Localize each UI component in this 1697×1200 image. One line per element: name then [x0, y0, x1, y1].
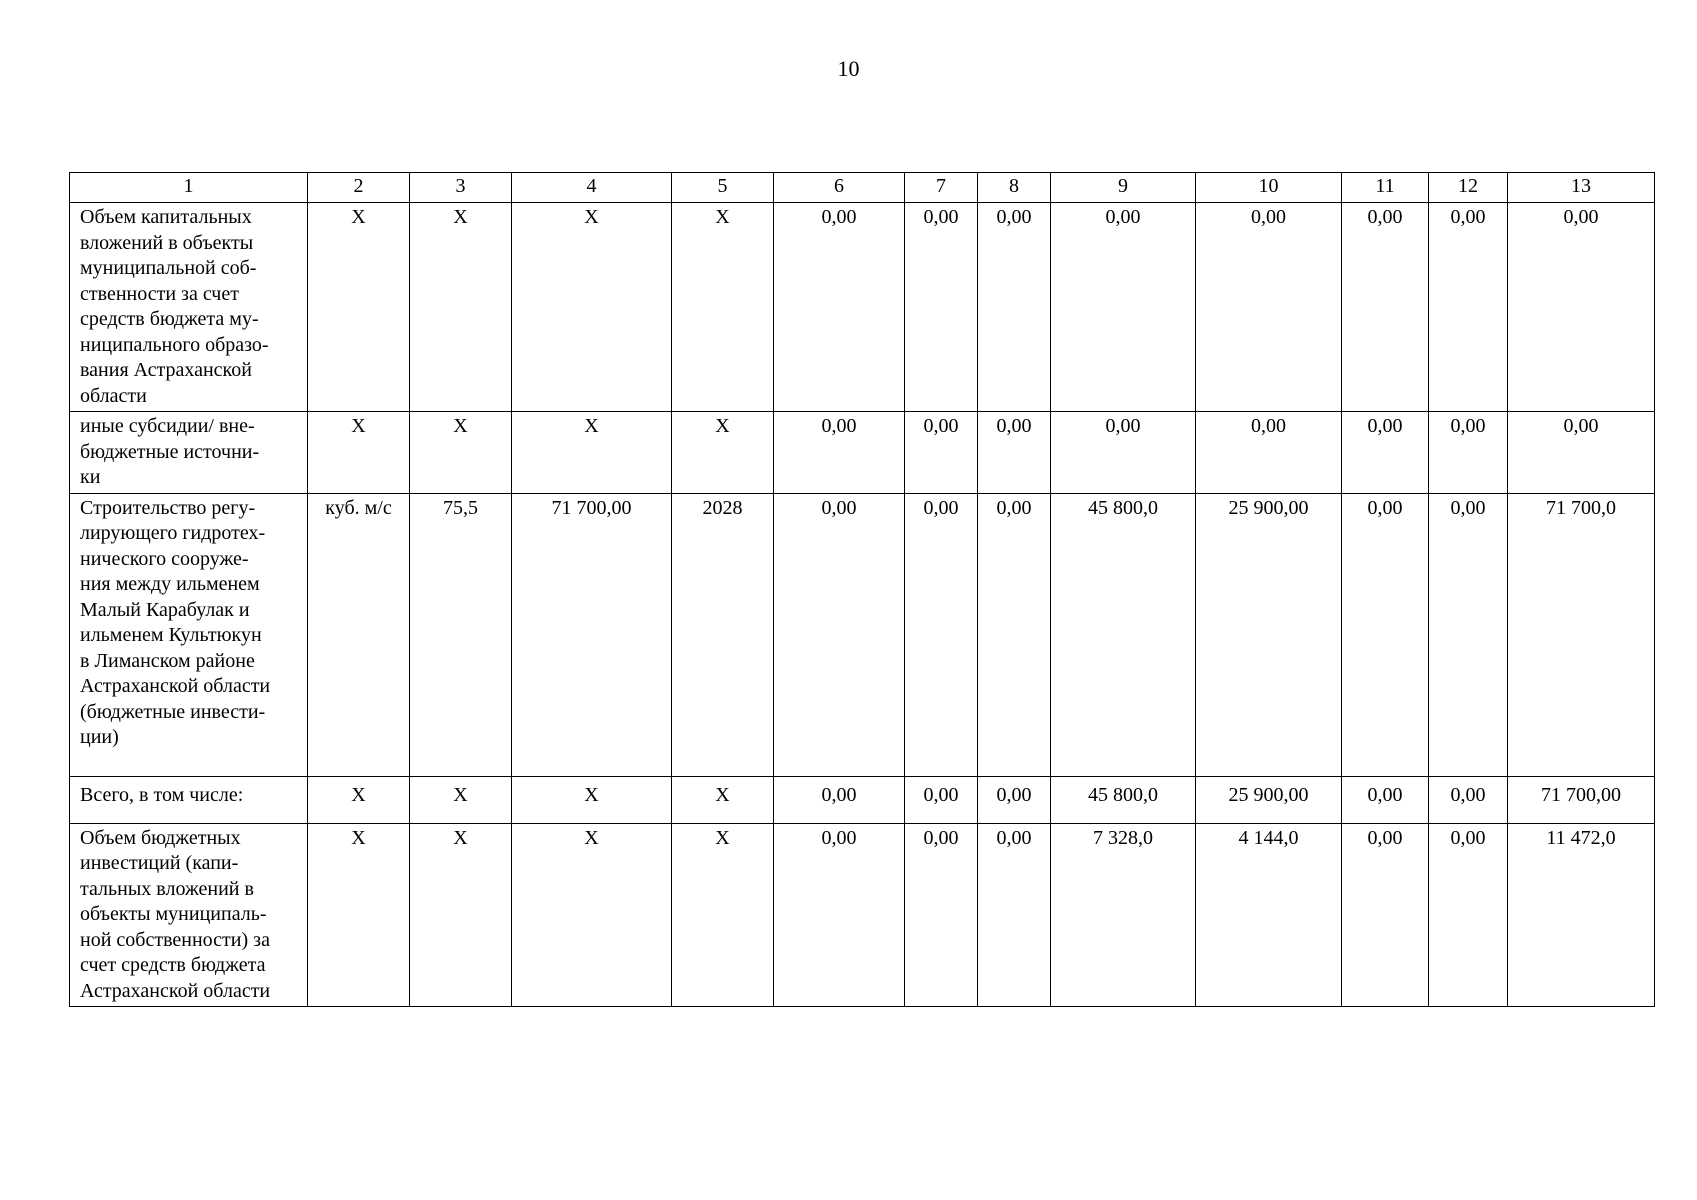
table-cell: Х	[410, 203, 512, 412]
table-cell: 4 144,0	[1196, 823, 1342, 1007]
column-number: 12	[1429, 173, 1508, 203]
table-cell: Х	[672, 203, 774, 412]
table-cell: 0,00	[1342, 412, 1429, 494]
table-cell: 0,00	[1051, 203, 1196, 412]
table-cell: Х	[410, 823, 512, 1007]
row-label: Объем капитальных вложений в объекты муниципальной соб- ственности за счет средств бюджета му- ниципального образо- вания Астраханской области	[70, 203, 308, 412]
table-cell: 45 800,0	[1051, 776, 1196, 823]
table-cell: Х	[512, 203, 672, 412]
table-cell: 0,00	[1429, 203, 1508, 412]
table-cell: 0,00	[978, 493, 1051, 776]
table-cell: 0,00	[1429, 823, 1508, 1007]
row-label: Строительство регу- лирующего гидротех- нического сооруже- ния между ильменем Малый Карабулак и ильменем Культюкун в Лиманском районе Астраханской области (бюджетные инвести- ции)	[70, 493, 308, 776]
table-cell: 0,00	[1342, 776, 1429, 823]
table-cell: 0,00	[978, 823, 1051, 1007]
table-cell: 25 900,00	[1196, 776, 1342, 823]
column-number: 7	[905, 173, 978, 203]
column-number: 9	[1051, 173, 1196, 203]
column-number: 8	[978, 173, 1051, 203]
table-cell: Х	[308, 776, 410, 823]
table-cell: 0,00	[1196, 203, 1342, 412]
column-number: 3	[410, 173, 512, 203]
table-row	[70, 203, 1655, 412]
row-label: иные субсидии/ вне- бюджетные источни- ки	[70, 412, 308, 494]
table-cell: Х	[308, 203, 410, 412]
row-label: Всего, в том числе:	[70, 776, 308, 823]
table-cell: 0,00	[905, 823, 978, 1007]
table-row	[70, 823, 1655, 1007]
table-cell: 71 700,0	[1508, 493, 1655, 776]
table-cell: 7 328,0	[1051, 823, 1196, 1007]
table-row	[70, 493, 1655, 776]
column-number: 10	[1196, 173, 1342, 203]
table-cell: 0,00	[905, 412, 978, 494]
table-cell: Х	[672, 823, 774, 1007]
table-cell: 0,00	[774, 493, 905, 776]
table-cell: Х	[512, 412, 672, 494]
table-cell: 0,00	[978, 412, 1051, 494]
column-number: 4	[512, 173, 672, 203]
table-cell: 75,5	[410, 493, 512, 776]
table-cell: Х	[410, 776, 512, 823]
table-cell: Х	[410, 412, 512, 494]
column-number-row	[70, 173, 1655, 203]
column-number: 1	[70, 173, 308, 203]
table-cell: 0,00	[1342, 493, 1429, 776]
table-cell: 0,00	[1342, 203, 1429, 412]
table-cell: 0,00	[1051, 412, 1196, 494]
table-row	[70, 776, 1655, 823]
column-number: 11	[1342, 173, 1429, 203]
table-cell: 0,00	[774, 823, 905, 1007]
table-cell: 0,00	[774, 203, 905, 412]
table-cell: Х	[308, 412, 410, 494]
column-number: 2	[308, 173, 410, 203]
table-cell: 0,00	[774, 412, 905, 494]
table-cell: 0,00	[905, 203, 978, 412]
table-cell: 0,00	[1429, 776, 1508, 823]
table-cell: 0,00	[905, 776, 978, 823]
table-cell: 0,00	[1508, 412, 1655, 494]
table-cell: Х	[672, 412, 774, 494]
budget-table	[69, 172, 1655, 1007]
table-cell: 0,00	[1508, 203, 1655, 412]
table-cell: 0,00	[1196, 412, 1342, 494]
page-number: 10	[837, 56, 860, 81]
table-cell: 71 700,00	[512, 493, 672, 776]
column-number: 5	[672, 173, 774, 203]
column-number: 13	[1508, 173, 1655, 203]
table-cell: 11 472,0	[1508, 823, 1655, 1007]
table-cell: 0,00	[774, 776, 905, 823]
table-cell: Х	[308, 823, 410, 1007]
table-cell: 45 800,0	[1051, 493, 1196, 776]
table-cell: 0,00	[978, 203, 1051, 412]
table-cell: 71 700,00	[1508, 776, 1655, 823]
table-cell: 0,00	[905, 493, 978, 776]
table-cell: 0,00	[1429, 412, 1508, 494]
row-label: Объем бюджетных инвестиций (капи- тальных вложений в объекты муниципаль- ной собственности) за счет средств бюджета Астраханской области	[70, 823, 308, 1007]
table-cell: Х	[512, 823, 672, 1007]
table-cell: Х	[512, 776, 672, 823]
table-row	[70, 412, 1655, 494]
table-cell: 0,00	[978, 776, 1051, 823]
table-cell: Х	[672, 776, 774, 823]
column-number: 6	[774, 173, 905, 203]
table-cell: куб. м/с	[308, 493, 410, 776]
table-cell: 0,00	[1342, 823, 1429, 1007]
table-cell: 25 900,00	[1196, 493, 1342, 776]
table-cell: 0,00	[1429, 493, 1508, 776]
table-cell: 2028	[672, 493, 774, 776]
